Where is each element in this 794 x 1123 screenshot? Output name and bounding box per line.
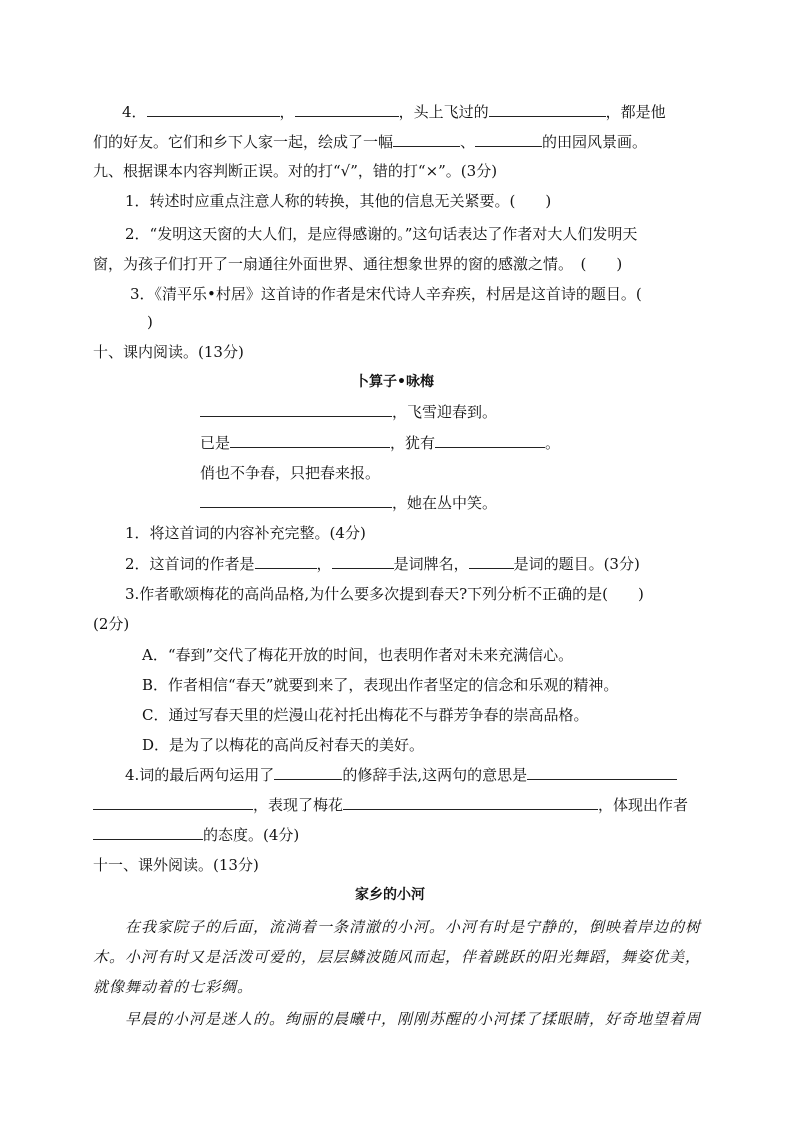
option-a: A．“春到”交代了梅花开放的时间，也表明作者对未来充满信心。: [142, 646, 574, 664]
blank[interactable]: [230, 433, 390, 448]
s9-item2-line1: 2．“发明这天窗的大人们，是应得感谢的。”这句话表达了作者对大人们发明天: [125, 225, 638, 243]
para2-line1: 早晨的小河是迷人的。绚丽的晨曦中，刚刚苏醒的小河揉了揉眼睛，好奇地望着周: [125, 1010, 702, 1028]
blank[interactable]: [255, 554, 317, 569]
s9-item3-line2: ): [147, 313, 153, 331]
section9-heading: 九、根据课本内容判断正误。对的打“√”，错的打“×”。(3分): [93, 162, 498, 180]
s9-item1: 1．转述时应重点注意人称的转换，其他的信息无关紧要。( ): [125, 192, 552, 210]
s9-item3-line1: 3．《清平乐•村居》这首诗的作者是宋代诗人辛弃疾，村居是这首诗的题目。(: [130, 285, 642, 303]
para1-line3: 就像舞动着的七彩绸。: [93, 978, 254, 996]
para1-line1: 在我家院子的后面，流淌着一条清澈的小河。小河有时是宁静的，倒映着岸边的树: [125, 918, 702, 936]
option-c: C．通过写春天里的烂漫山花衬托出梅花不与群芳争春的崇高品格。: [142, 706, 589, 724]
s10-q3-line2: (2分): [93, 615, 130, 633]
blank[interactable]: [527, 765, 677, 780]
s10-q4-line1: 4.词的最后两句运用了 的修辞手法,这两句的意思是: [125, 765, 677, 785]
blank[interactable]: [343, 795, 598, 810]
blank[interactable]: [393, 132, 460, 147]
poem-title: 卜算子•咏梅: [355, 374, 434, 390]
s10-q4-line3: 的态度。(4分): [93, 825, 299, 845]
option-d: D．是为了以梅花的高尚反衬春天的美好。: [142, 736, 425, 754]
q4-line2: 们的好友。它们和乡下人家一起，绘成了一幅 、 的田园风景画。: [93, 133, 648, 151]
s10-q1: 1．将这首词的内容补充完整。(4分): [125, 524, 366, 542]
s10-q3-line1: 3.作者歌颂梅花的高尚品格,为什么要多次提到春天?下列分析不正确的是( ): [125, 585, 644, 603]
blank[interactable]: [332, 554, 394, 569]
option-b: B．作者相信“春天”就要到来了，表现出作者坚定的信念和乐观的精神。: [142, 676, 619, 694]
blank[interactable]: [200, 402, 392, 417]
blank[interactable]: [469, 554, 514, 569]
s10-q2: 2．这首词的作者是 ， 是词牌名， 是词的题目。(3分): [125, 555, 640, 573]
passage-title: 家乡的小河: [355, 887, 425, 903]
poem-line2: 已是 ，犹有 。: [200, 434, 561, 452]
para1-line2: 木。小河有时又是活泼可爱的，层层鳞波随风而起，伴着跳跃的阳光舞蹈，舞姿优美，: [93, 948, 702, 966]
blank[interactable]: [93, 825, 203, 840]
s10-q4-line2: ，表现了梅花 ，体现出作者: [93, 795, 688, 815]
blank[interactable]: [147, 102, 280, 117]
section11-heading: 十一、课外阅读。(13分): [93, 856, 259, 874]
blank[interactable]: [93, 795, 253, 810]
poem-line3: 俏也不争春，只把春来报。: [200, 464, 381, 482]
s9-item2-line2: 窗，为孩子们打开了一扇通往外面世界、通往想象世界的窗的感激之情。 ( ): [93, 255, 623, 273]
blank[interactable]: [274, 765, 342, 780]
poem-line4: ，她在丛中笑。: [200, 493, 497, 513]
blank[interactable]: [475, 132, 542, 147]
blank[interactable]: [200, 493, 392, 508]
poem-line1: ，飞雪迎春到。: [200, 402, 497, 422]
blank[interactable]: [489, 102, 606, 117]
q4-line1: 4． ， ，头上飞过的 ，都是他: [122, 103, 666, 121]
blank[interactable]: [435, 433, 545, 448]
blank[interactable]: [295, 102, 399, 117]
q4-number: 4．: [122, 103, 147, 121]
section10-heading: 十、课内阅读。(13分): [93, 343, 244, 361]
